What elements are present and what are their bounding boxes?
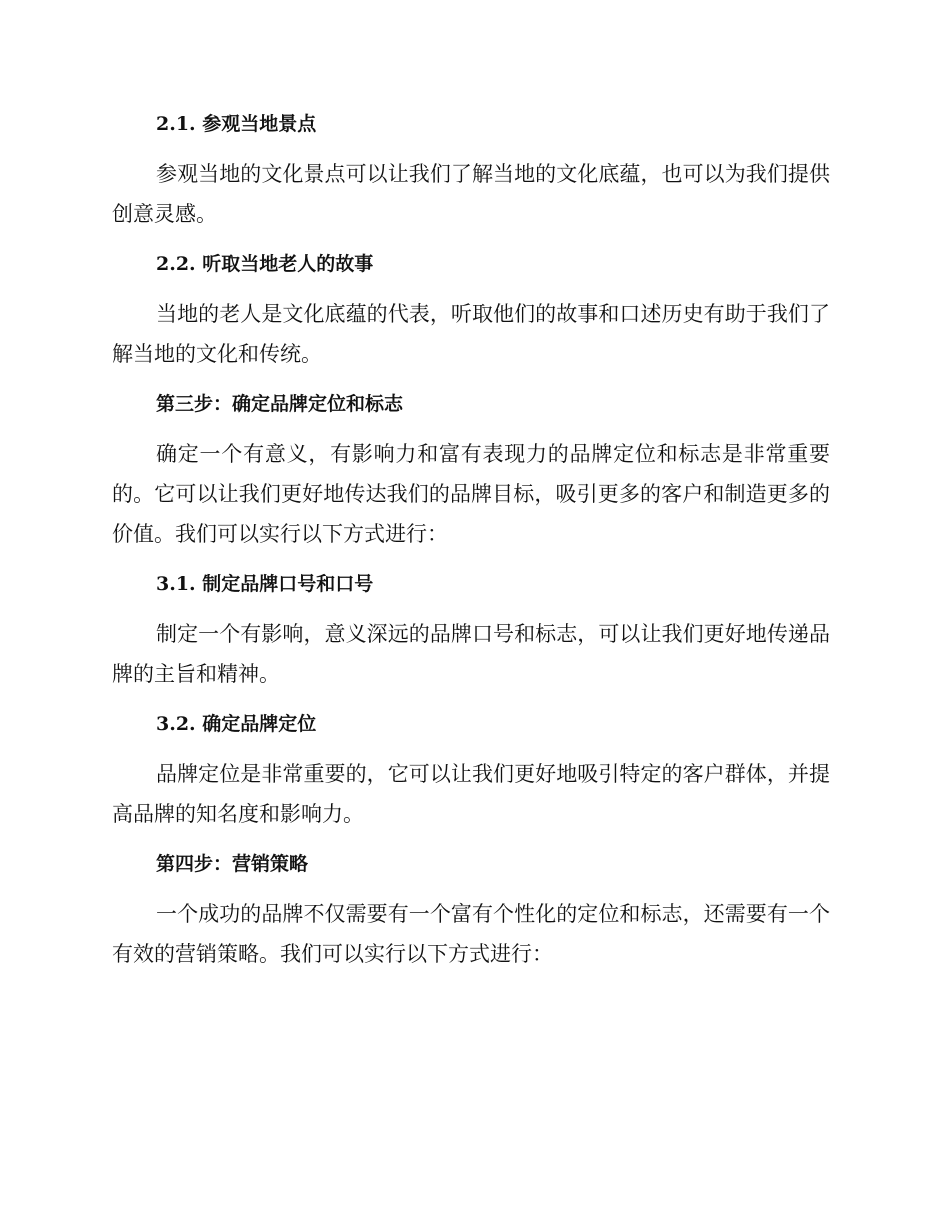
section-heading: 3.2. 确定品牌定位 [156,713,317,735]
document-body [112,104,830,984]
paragraph: 确定一个有意义，有影响力和富有表现力的品牌定位和标志是非常重要的。它可以让我们更好地传达我们的品牌目标，吸引更多的客户和制造更多的价值。我们可以实行以下方式进行： [112,442,830,546]
section-heading: 第四步：营销策略 [156,853,309,875]
paragraph: 品牌定位是非常重要的，它可以让我们更好地吸引特定的客户群体，并提高品牌的知名度和影响力。 [112,762,830,826]
section-heading: 2.2. 听取当地老人的故事 [156,253,374,275]
paragraph: 一个成功的品牌不仅需要有一个富有个性化的定位和标志，还需要有一个有效的营销策略。我们可以实行以下方式进行： [112,902,830,966]
paragraph: 制定一个有影响，意义深远的品牌口号和标志，可以让我们更好地传递品牌的主旨和精神。 [112,622,830,686]
section-heading: 第三步：确定品牌定位和标志 [156,393,404,415]
section-heading: 2.1. 参观当地景点 [156,113,317,135]
paragraph: 当地的老人是文化底蕴的代表，听取他们的故事和口述历史有助于我们了解当地的文化和传统。 [112,302,830,366]
section-heading: 3.1. 制定品牌口号和口号 [156,573,374,595]
paragraph: 参观当地的文化景点可以让我们了解当地的文化底蕴，也可以为我们提供创意灵感。 [112,162,830,226]
